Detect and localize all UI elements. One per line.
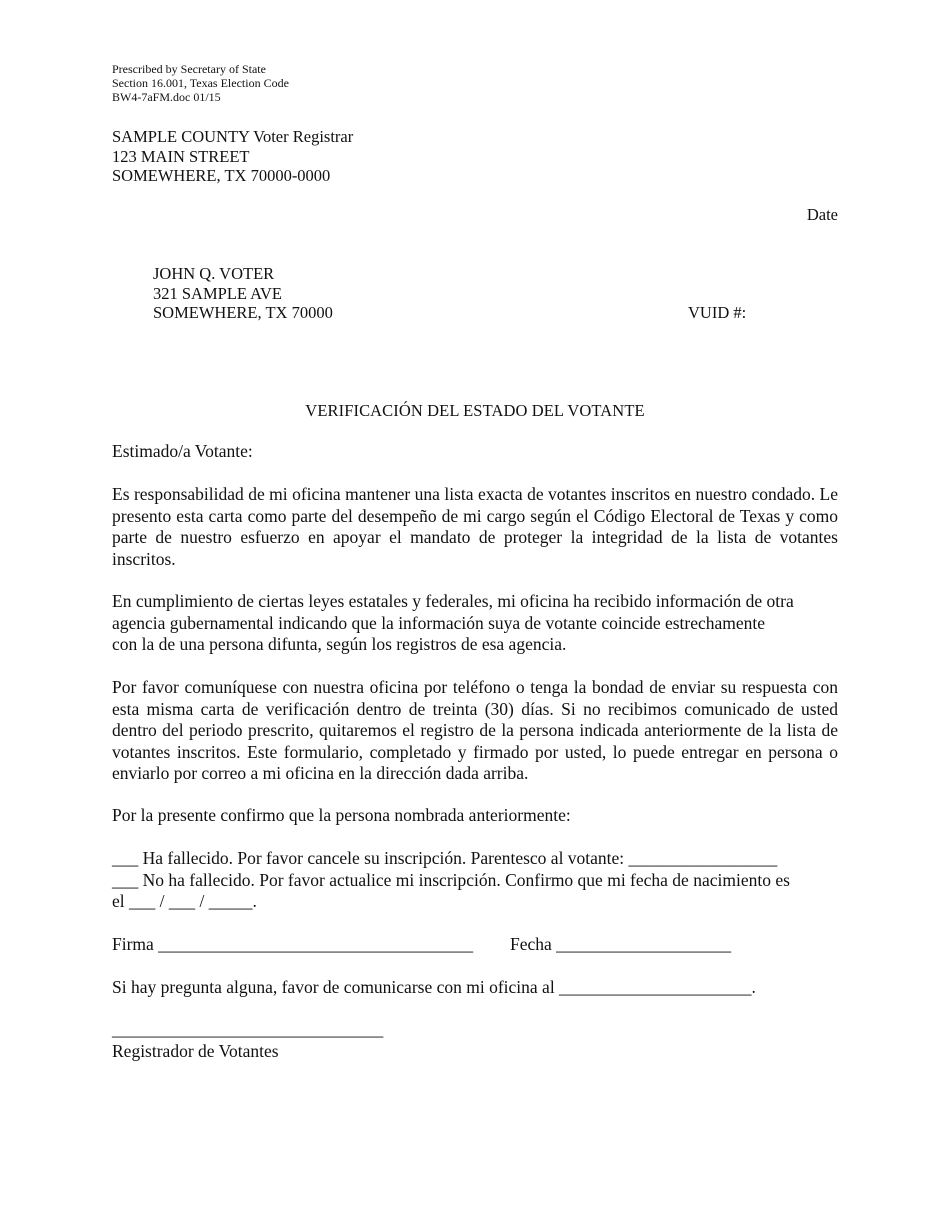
option-not-deceased[interactable]: ___ No ha fallecido. Por favor actualice mi inscripción. Confirmo que mi fecha de nacimiento es: [112, 869, 790, 890]
recipient-line: JOHN Q. VOTER: [153, 264, 275, 283]
fecha-field[interactable]: Fecha ____________________: [510, 934, 732, 954]
address-line: 123 MAIN STREET: [112, 146, 250, 166]
header-line: BW4-7aFM.doc 01/15: [112, 90, 221, 104]
address-line: SOMEWHERE, TX 70000-0000: [112, 166, 331, 185]
status-options: [112, 848, 838, 913]
firma-field[interactable]: Firma ____________________________________: [112, 934, 474, 954]
birthdate-field[interactable]: el ___ / ___ / _____.: [112, 891, 257, 911]
form-header: [112, 62, 289, 104]
paragraph-line: con la de una persona difunta, según los registros de esa agencia.: [112, 634, 567, 654]
paragraph-line: En cumplimiento de ciertas leyes estatales y federales, mi oficina ha recibido información de otra: [112, 591, 794, 611]
greeting: Estimado/a Votante:: [112, 441, 253, 461]
signer-title: Registrador de Votantes: [112, 1041, 279, 1061]
address-line: SAMPLE COUNTY Voter Registrar: [112, 127, 354, 146]
header-line: Prescribed by Secretary of State: [112, 62, 266, 76]
registrar-signature-line: _______________________________: [112, 1019, 384, 1039]
vuid-label: VUID #:: [688, 303, 747, 322]
paragraph-line: agencia gubernamental indicando que la información suya de votante coincide estrechamente: [112, 612, 766, 633]
paragraph-deceased-info: [112, 591, 838, 656]
date-label: Date: [806, 205, 838, 224]
recipient-line: SOMEWHERE, TX 70000: [153, 303, 333, 322]
recipient-line: 321 SAMPLE AVE: [153, 283, 282, 303]
recipient-address: [153, 264, 333, 323]
paragraph-responsibility: Es responsabilidad de mi oficina mantener una lista exacta de votantes inscritos en nuestro condado. Le presento esta carta como parte del desempeño de mi cargo según el Código Electoral de Texas y como parte de nuestro esfuerzo en apoyar el mandato de proteger la integridad de la lista de votantes inscritos.: [112, 484, 838, 569]
questions-line: Si hay pregunta alguna, favor de comunicarse con mi oficina al ______________________.: [112, 977, 756, 997]
option-deceased[interactable]: ___ Ha fallecido. Por favor cancele su inscripción. Parentesco al votante: _________________: [112, 848, 778, 868]
registrar-address: [112, 127, 353, 186]
confirm-intro: Por la presente confirmo que la persona nombrada anteriormente:: [112, 805, 571, 825]
paragraph-response-instructions: Por favor comuníquese con nuestra oficina por teléfono o tenga la bondad de enviar su respuesta con esta misma carta de verificación dentro de treinta (30) días. Si no recibimos comunicado de usted dentro del periodo prescrito, quitaremos el registro de la persona indicada anteriormente de la lista de votantes inscritos. Este formulario, completado y firmado por usted, lo puede entregar en persona o enviarlo por correo a mi oficina en la dirección dada arriba.: [112, 677, 838, 783]
header-line: Section 16.001, Texas Election Code: [112, 76, 289, 90]
letter-title: VERIFICACIÓN DEL ESTADO DEL VOTANTE: [305, 401, 645, 420]
